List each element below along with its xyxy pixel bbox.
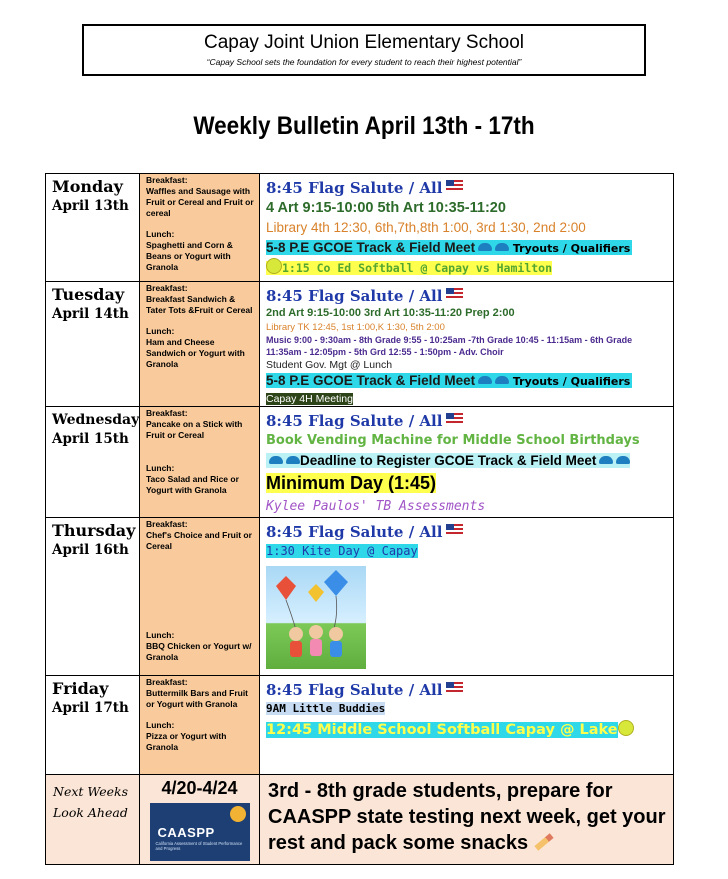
day-cell (46, 174, 140, 282)
menu-cell (140, 174, 260, 282)
events-cell (260, 518, 674, 676)
running-shoe-icon (269, 456, 283, 464)
day-row-friday (46, 676, 674, 775)
menu-cell (140, 676, 260, 775)
look-ahead-message: 3rd - 8th grade students, prepare for CAASPP state testing next week, get your rest and pack some snacks (268, 780, 666, 854)
menu-cell (140, 282, 260, 407)
art-schedule: 2nd Art 9:15-10:00 3rd Art 10:35-11:20 Prep 2:00 (266, 307, 515, 319)
day-cell (46, 282, 140, 407)
day-name: Thursday (52, 521, 136, 540)
us-flag-icon (446, 288, 463, 300)
softball-event: 1:15 Co Ed Softball @ Capay vs Hamilton (266, 258, 669, 278)
lunch-text: BBQ Chicken or Yogurt w/ Granola (146, 641, 252, 662)
lunch-text: Taco Salad and Rice or Yogurt with Granola (146, 474, 239, 495)
flag-salute-event: 8:45 Flag Salute / All (266, 680, 669, 700)
library-schedule: Library 4th 12:30, 6th,7th,8th 1:00, 3rd 1:30, 2nd 2:00 (266, 220, 586, 235)
caaspp-logo: CAASPP California Assessment of Student Performance and Progress (150, 803, 250, 861)
breakfast-label: Breakfast: (146, 408, 188, 418)
events-cell (260, 282, 674, 407)
running-shoe-icon (286, 456, 300, 464)
day-cell (46, 676, 140, 775)
lunch-text: Pizza or Yogurt with Granola (146, 731, 227, 752)
pencil-icon (535, 833, 554, 850)
breakfast-text: Breakfast Sandwich & Tater Tots &Fruit or Cereal (146, 294, 253, 315)
library-schedule: Library TK 12:45, 1st 1:00,K 1:30, 5th 2:00 (266, 322, 445, 333)
4h-meeting-event: Capay 4H Meeting (266, 393, 353, 405)
running-shoe-icon (599, 456, 613, 464)
breakfast-text: Chef's Choice and Fruit or Cereal (146, 530, 252, 551)
look-ahead-label-line1: Next Weeks (53, 784, 128, 799)
school-motto: “Capay School sets the foundation for every student to reach their highest potential” (206, 57, 522, 67)
flag-salute-event: 8:45 Flag Salute / All (266, 178, 669, 198)
book-vending-event: Book Vending Machine for Middle School Birthdays (266, 433, 640, 448)
breakfast-label: Breakfast: (146, 519, 188, 529)
lunch-text: Ham and Cheese Sandwich or Yogurt with Granola (146, 337, 245, 369)
weekly-schedule-table (45, 173, 674, 865)
flag-salute-event: 8:45 Flag Salute / All (266, 286, 669, 306)
day-name: Tuesday (52, 285, 125, 304)
us-flag-icon (446, 524, 463, 536)
track-meet-event: 5-8 P.E GCOE Track & Field Meet Tryouts / Qualifiers (266, 373, 631, 388)
art-schedule: 4 Art 9:15-10:00 5th Art 10:35-11:20 (266, 200, 506, 216)
day-date: April 17th (52, 700, 129, 716)
look-ahead-label-cell (46, 775, 140, 865)
running-shoe-icon (495, 243, 509, 251)
lunch-label: Lunch: (146, 229, 175, 239)
school-name: Capay Joint Union Elementary School (203, 32, 524, 53)
events-cell (260, 407, 674, 518)
day-date: April 14th (52, 306, 129, 322)
breakfast-text: Buttermilk Bars and Fruit or Yogurt with Granola (146, 688, 249, 709)
running-shoe-icon (495, 376, 509, 384)
day-row-wednesday (46, 407, 674, 518)
running-shoe-icon (478, 376, 492, 384)
softball-icon (618, 720, 634, 736)
look-ahead-dates: 4/20-4/24 (161, 778, 238, 798)
day-cell (46, 407, 140, 518)
breakfast-label: Breakfast: (146, 283, 188, 293)
look-ahead-message-cell (260, 775, 674, 865)
registration-deadline-event: Deadline to Register GCOE Track & Field Meet (266, 451, 669, 471)
flag-salute-event: 8:45 Flag Salute / All (266, 411, 669, 431)
softball-icon (266, 258, 282, 274)
day-name: Monday (52, 177, 123, 196)
look-ahead-dates-cell (140, 775, 260, 865)
little-buddies-event: 9AM Little Buddies (266, 702, 386, 715)
kite-day-event: 1:30 Kite Day @ Capay (266, 544, 418, 558)
running-shoe-icon (478, 243, 492, 251)
breakfast-label: Breakfast: (146, 677, 188, 687)
sun-icon (230, 806, 246, 822)
kite-day-illustration (266, 566, 366, 669)
menu-cell (140, 518, 260, 676)
minimum-day-event: Minimum Day (1:45) (266, 473, 437, 493)
bulletin-title: Weekly Bulletin April 13th - 17th (193, 112, 535, 140)
day-row-monday (46, 174, 674, 282)
lunch-label: Lunch: (146, 326, 175, 336)
events-cell (260, 174, 674, 282)
lunch-label: Lunch: (146, 463, 175, 473)
track-meet-event: 5-8 P.E GCOE Track & Field Meet Tryouts / Qualifiers (266, 240, 631, 255)
lunch-text: Spaghetti and Corn & Beans or Yogurt with Granola (146, 240, 233, 272)
day-cell (46, 518, 140, 676)
events-cell (260, 676, 674, 775)
running-shoe-icon (616, 456, 630, 464)
look-ahead-row (46, 775, 674, 865)
breakfast-text: Waffles and Sausage with Fruit or Cereal and Fruit or cereal (146, 186, 254, 218)
student-gov-meeting: Student Gov. Mgt @ Lunch (266, 359, 393, 371)
breakfast-label: Breakfast: (146, 175, 188, 185)
day-date: April 16th (52, 542, 129, 558)
softball-event: 12:45 Middle School Softball Capay @ Lake (266, 719, 669, 741)
us-flag-icon (446, 413, 463, 425)
us-flag-icon (446, 682, 463, 694)
look-ahead-label-line2: Look Ahead (53, 805, 128, 820)
flag-salute-event: 8:45 Flag Salute / All (266, 522, 669, 542)
breakfast-text: Pancake on a Stick with Fruit or Cereal (146, 419, 243, 440)
day-date: April 15th (52, 431, 129, 447)
lunch-label: Lunch: (146, 630, 175, 640)
day-row-tuesday (46, 282, 674, 407)
music-schedule: Music 9:00 - 9:30am - 8th Grade 9:55 - 10:25am -7th Grade 10:45 - 11:15am - 6th Grade 11:35am - 12:05pm - 5th Grd 12:55 - 1:50pm - Adv. Choir (266, 335, 633, 357)
menu-cell (140, 407, 260, 518)
tb-assessments-event: Kylee Paulos' TB Assessments (266, 499, 486, 514)
lunch-label: Lunch: (146, 720, 175, 730)
day-name: Friday (52, 679, 109, 698)
us-flag-icon (446, 180, 463, 192)
day-date: April 13th (52, 198, 129, 214)
school-header (82, 24, 646, 76)
day-row-thursday (46, 518, 674, 676)
day-name: Wednesday (52, 412, 140, 428)
